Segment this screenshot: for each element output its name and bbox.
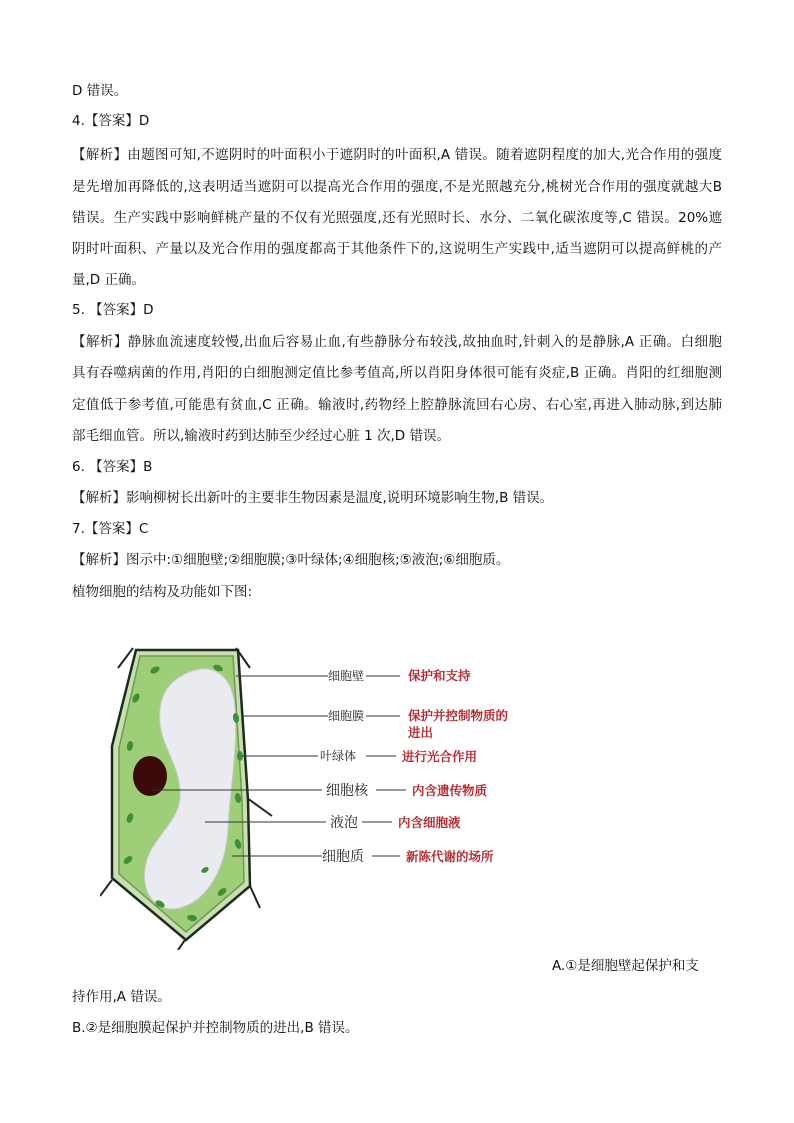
function-cell-membrane-1: 保护并控制物质的: [408, 708, 509, 723]
analysis-4-line-1: 【解析】由题图可知,不遮阴时的叶面积小于遮阴时的叶面积,A 错误。随着遮阴程度的加大,光合作用的强度: [72, 147, 722, 163]
analysis-5-line-4: 部毛细血管。所以,输液时药到达肺至少经过心脏 1 次,D 错误。: [72, 428, 450, 444]
function-cell-membrane-2: 进出: [408, 725, 434, 740]
text-line-1: D 错误。: [72, 83, 128, 99]
label-vacuole: 液泡: [330, 815, 358, 831]
label-nucleus: 细胞核: [326, 783, 368, 799]
label-cytoplasm: 细胞质: [322, 849, 364, 865]
option-a-line-1: A.①是细胞壁起保护和支: [552, 958, 699, 974]
function-cell-wall: 保护和支持: [408, 668, 471, 683]
analysis-6: 【解析】影响柳树长出新叶的主要非生物因素是温度,说明环境影响生物,B 错误。: [72, 490, 554, 506]
answer-4: 4.【答案】D: [72, 113, 150, 129]
analysis-5-line-3: 定值低于参考值,可能患有贫血,C 正确。输液时,药物经上腔静脉流回右心房、右心室,再进入肺动脉,到达肺: [72, 397, 722, 413]
label-chloroplast: 叶绿体: [320, 749, 357, 763]
option-b: B.②是细胞膜起保护并控制物质的进出,B 错误。: [72, 1020, 359, 1036]
analysis-4-line-3: 错误。生产实践中影响鲜桃产量的不仅有光照强度,还有光照时长、水分、二氧化碳浓度等,C 错误。20%遮: [72, 210, 722, 226]
analysis-7-line-2: 植物细胞的结构及功能如下图:: [72, 584, 253, 600]
label-cell-wall: 细胞壁: [328, 669, 365, 683]
function-cytoplasm: 新陈代谢的场所: [406, 849, 494, 864]
analysis-4-line-4: 阴时叶面积、产量以及光合作用的强度都高于其他条件下的,这说明生产实践中,适当遮阴可以提高鲜桃的产: [72, 241, 722, 257]
analysis-4-line-2: 是先增加再降低的,这表明适当遮阴可以提高光合作用的强度,不是光照越充分,桃树光合作用的强度就越大B: [72, 179, 722, 195]
option-a-line-2: 持作用,A 错误。: [72, 989, 171, 1005]
analysis-7-line-1: 【解析】图示中:①细胞壁;②细胞膜;③叶绿体;④细胞核;⑤液泡;⑥细胞质。: [72, 552, 510, 568]
answer-7: 7.【答案】C: [72, 521, 149, 537]
label-cell-membrane: 细胞膜: [328, 709, 365, 723]
answer-5: 5. 【答案】D: [72, 302, 154, 318]
analysis-5-line-2: 具有吞噬病菌的作用,肖阳的白细胞测定值比参考值高,所以肖阳身体很可能有炎症,B 正确。肖阳的红细胞测: [72, 365, 722, 381]
plant-cell-diagram: [100, 638, 540, 950]
answer-6: 6. 【答案】B: [72, 459, 153, 475]
analysis-5-line-1: 【解析】静脉血流速度较慢,出血后容易止血,有些静脉分布较浅,故抽血时,针刺入的是静脉,A 正确。白细胞: [72, 334, 722, 350]
function-nucleus: 内含遗传物质: [412, 783, 488, 798]
analysis-4-line-5: 量,D 正确。: [72, 272, 145, 288]
function-chloroplast: 进行光合作用: [402, 749, 478, 764]
function-vacuole: 内含细胞液: [398, 815, 461, 830]
